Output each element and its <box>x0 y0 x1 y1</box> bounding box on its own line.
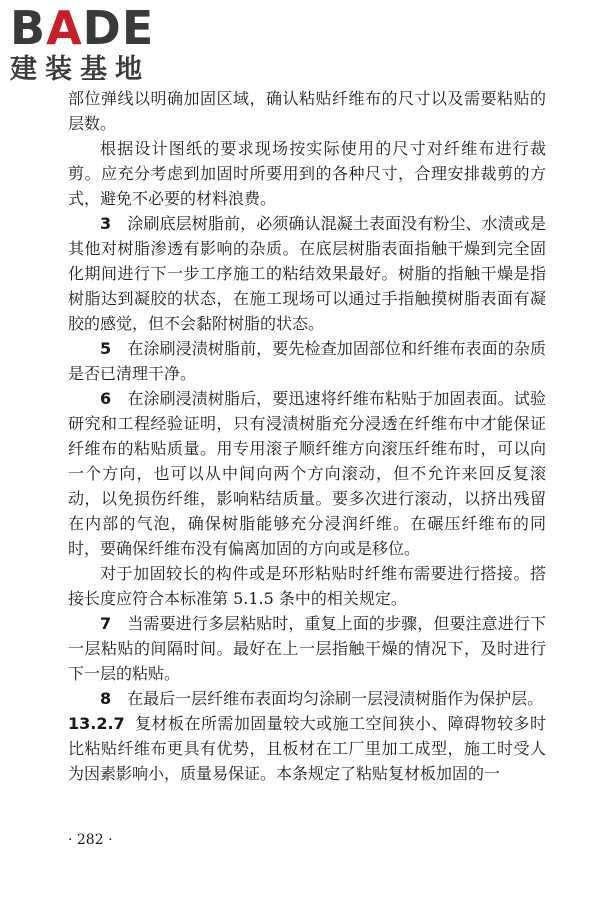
logo <box>10 1 180 86</box>
paragraph-text: 在涂刷浸渍树脂后，要迅速将纤维布粘贴于加固表面。试验研究和工程经验证明，只有浸渍树脂充分浸透在纤维布中才能保证纤维布的粘贴质量。用专用滚子顺纤维方向滚压纤维布时，可以向一个方向，也可以从中间向两个方向滚动，但不允许来回反复滚动，以免损伤纤维，影响粘结质量。要多次进行滚动，以挤出残留在内部的气泡，确保树脂能够充分浸润纤维。在碾压纤维布的同时，要确保纤维布没有偏离加固的方向或是移位。 <box>68 389 546 558</box>
logo-subtitle: 建装基地 <box>10 54 150 85</box>
page-number: · 282 · <box>68 832 113 848</box>
item-number: 6 <box>100 389 112 408</box>
item-number: 7 <box>100 614 112 633</box>
paragraph-continuation <box>68 86 546 136</box>
paragraph-item-6 <box>68 386 546 561</box>
item-number: 3 <box>100 214 112 233</box>
paragraph-item-5 <box>68 336 546 386</box>
item-number: 8 <box>100 689 112 708</box>
logo-letter-d: D <box>82 1 122 55</box>
paragraph <box>68 136 546 211</box>
item-number: 5 <box>100 339 112 358</box>
paragraph-text: 在最后一层纤维布表面均匀涂刷一层浸渍树脂作为保护层。 <box>127 689 544 708</box>
paragraph-text: 对于加固较长的构件或是环形粘贴时纤维布需要进行搭接。搭接长度应符合本标准第 5.1.5 条中的相关规定。 <box>68 564 546 608</box>
page-body <box>68 86 546 786</box>
clause-paragraph <box>68 711 546 786</box>
logo-letter-e: E <box>121 1 155 55</box>
paragraph-text: 在涂刷浸渍树脂前，要先检查加固部位和纤维布表面的杂质是否已清理干净。 <box>68 339 546 383</box>
paragraph-item-3 <box>68 211 546 336</box>
clause-text: 复材板在所需加固量较大或施工空间狭小、障碍物较多时比粘贴纤维布更具有优势，且板材在工厂里加工成型，施工时受人为因素影响小，质量易保证。本条规定了粘贴复材板加固的一 <box>68 714 546 783</box>
clause-number: 13.2.7 <box>68 714 125 733</box>
paragraph-text: 涂刷底层树脂前，必须确认混凝土表面没有粉尘、水渍或是其他对树脂渗透有影响的杂质。在底层树脂表面指触干燥到完全固化期间进行下一步工序施工的粘结效果最好。树脂的指触干燥是指树脂达到凝胶的状态，在施工现场可以通过手指触摸树脂表面有凝胶的感觉，但不会黏附树脂的状态。 <box>68 214 546 333</box>
paragraph <box>68 561 546 611</box>
paragraph-text: 当需要进行多层粘贴时，重复上面的步骤，但要注意进行下一层粘贴的间隔时间。最好在上一层指触干燥的情况下，及时进行下一层的粘贴。 <box>68 614 546 683</box>
paragraph-text: 部位弹线以明确加固区域，确认粘贴纤维布的尺寸以及需要粘贴的层数。 <box>68 89 546 133</box>
logo-letter-b: B <box>10 1 47 55</box>
paragraph-text: 根据设计图纸的要求现场按实际使用的尺寸对纤维布进行裁剪。应充分考虑到加固时所要用到的各种尺寸，合理安排裁剪的方式，避免不必要的材料浪费。 <box>68 139 546 208</box>
logo-wordmark <box>10 1 180 55</box>
paragraph-item-8 <box>68 686 546 711</box>
paragraph-item-7 <box>68 611 546 686</box>
logo-letter-a: A <box>46 1 83 55</box>
